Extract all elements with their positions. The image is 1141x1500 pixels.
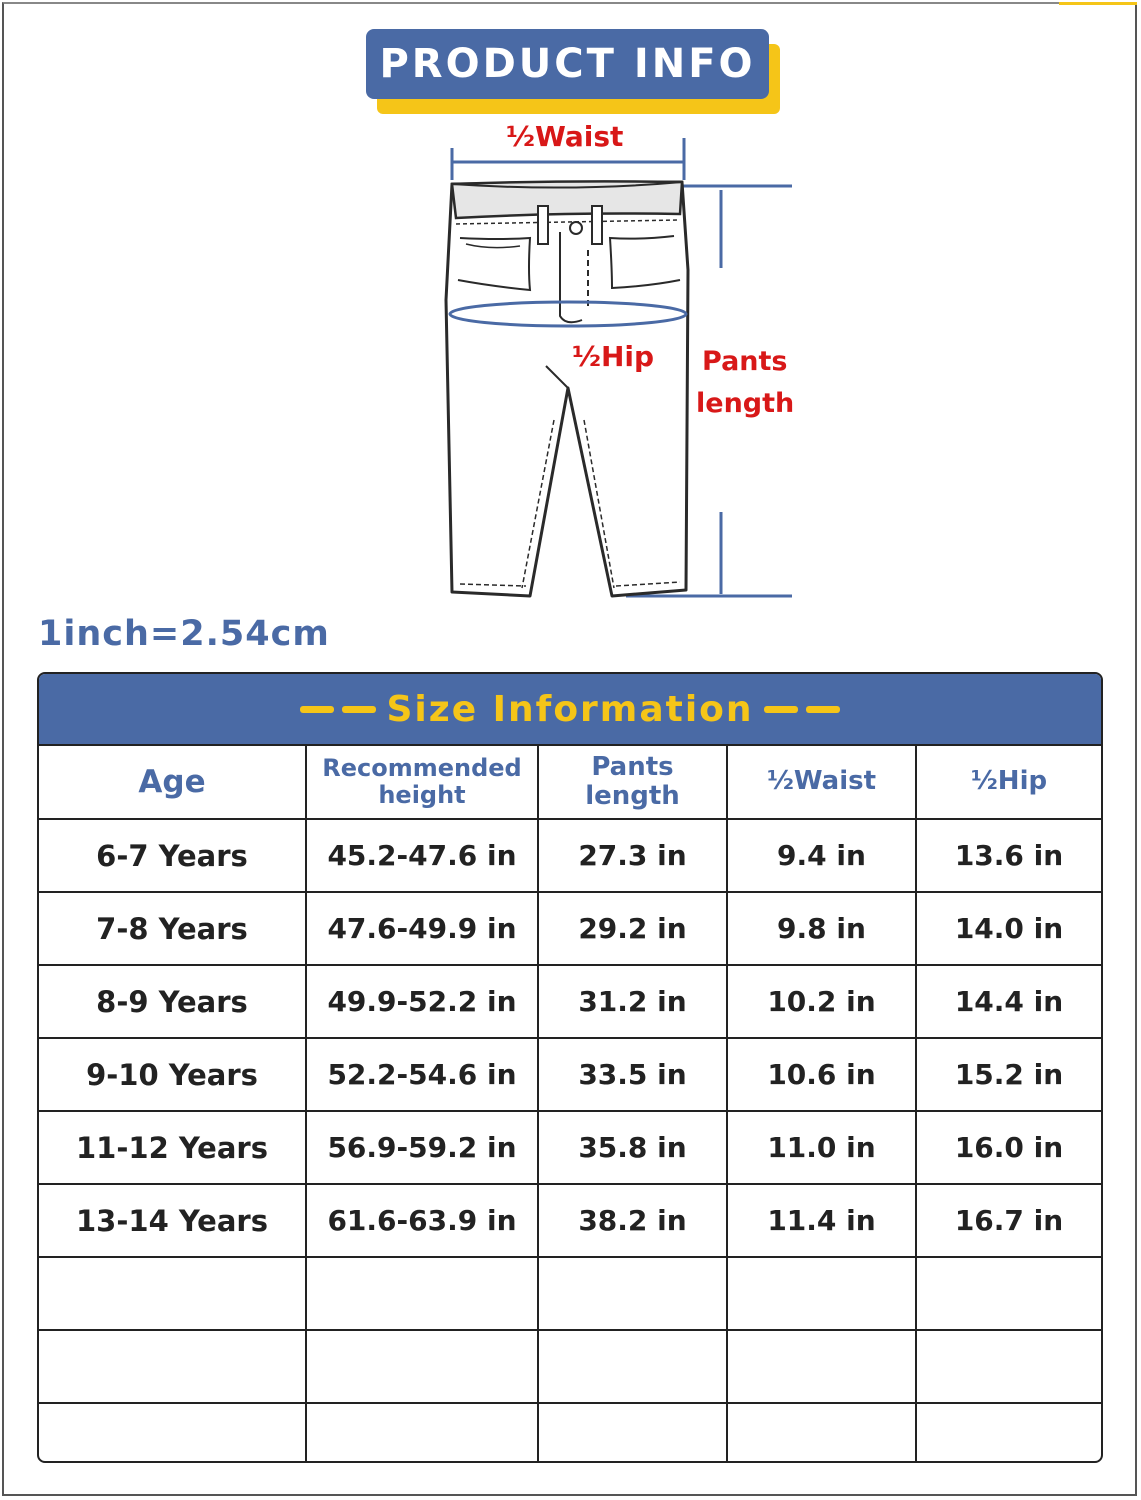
cell-height — [306, 1403, 538, 1463]
cell-hip: 15.2 in — [916, 1038, 1101, 1111]
cell-height: 52.2-54.6 in — [306, 1038, 538, 1111]
cell-waist: 11.0 in — [727, 1111, 916, 1184]
hip-label: ½Hip — [572, 340, 655, 373]
cell-hip: 16.0 in — [916, 1111, 1101, 1184]
cell-age — [39, 1330, 306, 1403]
cell-height — [306, 1330, 538, 1403]
table-body — [39, 819, 1101, 1463]
cell-hip: 14.0 in — [916, 892, 1101, 965]
cell-length — [538, 1403, 727, 1463]
cell-waist: 10.6 in — [727, 1038, 916, 1111]
cell-waist — [727, 1330, 916, 1403]
title-dash — [300, 706, 334, 713]
product-info-banner: PRODUCT INFO — [366, 29, 769, 99]
cell-age: 7-8 Years — [39, 892, 306, 965]
frame-accent — [1059, 2, 1137, 5]
cell-length: 33.5 in — [538, 1038, 727, 1111]
cell-waist: 10.2 in — [727, 965, 916, 1038]
table-row — [39, 892, 1101, 965]
cell-age: 11-12 Years — [39, 1111, 306, 1184]
cell-length: 38.2 in — [538, 1184, 727, 1257]
size-grid — [39, 746, 1101, 1463]
header-age: Age — [39, 746, 306, 819]
table-row — [39, 965, 1101, 1038]
table-title: Size Information — [386, 688, 754, 730]
title-dash — [806, 706, 840, 713]
cell-age: 8-9 Years — [39, 965, 306, 1038]
table-row — [39, 1184, 1101, 1257]
cell-length: 35.8 in — [538, 1111, 727, 1184]
header-length-line2: length — [585, 781, 680, 811]
waist-label: ½Waist — [506, 120, 624, 153]
cell-waist: 9.4 in — [727, 819, 916, 892]
header-height — [306, 746, 538, 819]
header-length-line1: Pants — [591, 751, 674, 782]
pants-diagram — [430, 120, 810, 610]
table-row — [39, 819, 1101, 892]
header-length — [538, 746, 727, 819]
cell-waist — [727, 1403, 916, 1463]
cell-hip — [916, 1330, 1101, 1403]
cell-waist: 9.8 in — [727, 892, 916, 965]
cell-hip — [916, 1257, 1101, 1330]
cell-height: 61.6-63.9 in — [306, 1184, 538, 1257]
table-row-empty — [39, 1257, 1101, 1330]
cell-age: 6-7 Years — [39, 819, 306, 892]
table-row-empty — [39, 1330, 1101, 1403]
header-hip: ½Hip — [916, 746, 1101, 819]
cell-length: 31.2 in — [538, 965, 727, 1038]
unit-conversion: 1inch=2.54cm — [38, 614, 330, 654]
table-row — [39, 1038, 1101, 1111]
cell-height: 49.9-52.2 in — [306, 965, 538, 1038]
table-row — [39, 1111, 1101, 1184]
title-dash — [764, 706, 798, 713]
cell-length: 27.3 in — [538, 819, 727, 892]
cell-hip — [916, 1403, 1101, 1463]
header-waist: ½Waist — [727, 746, 916, 819]
cell-hip: 16.7 in — [916, 1184, 1101, 1257]
table-title-bar — [39, 674, 1101, 746]
cell-height: 56.9-59.2 in — [306, 1111, 538, 1184]
cell-length — [538, 1330, 727, 1403]
cell-length — [538, 1257, 727, 1330]
table-header-row — [39, 746, 1101, 819]
cell-age: 9-10 Years — [39, 1038, 306, 1111]
header-height-line1: Recommended — [322, 754, 522, 783]
length-label-line2: length — [696, 388, 795, 419]
title-dash — [342, 706, 376, 713]
cell-age — [39, 1403, 306, 1463]
cell-height: 45.2-47.6 in — [306, 819, 538, 892]
cell-height: 47.6-49.9 in — [306, 892, 538, 965]
cell-height — [306, 1257, 538, 1330]
cell-length: 29.2 in — [538, 892, 727, 965]
cell-hip: 14.4 in — [916, 965, 1101, 1038]
cell-age — [39, 1257, 306, 1330]
cell-waist: 11.4 in — [727, 1184, 916, 1257]
header-height-line2: height — [378, 781, 466, 809]
size-table — [37, 672, 1103, 1463]
cell-waist — [727, 1257, 916, 1330]
cell-age: 13-14 Years — [39, 1184, 306, 1257]
length-label-line1: Pants — [702, 346, 788, 377]
cell-hip: 13.6 in — [916, 819, 1101, 892]
table-row-empty — [39, 1403, 1101, 1463]
